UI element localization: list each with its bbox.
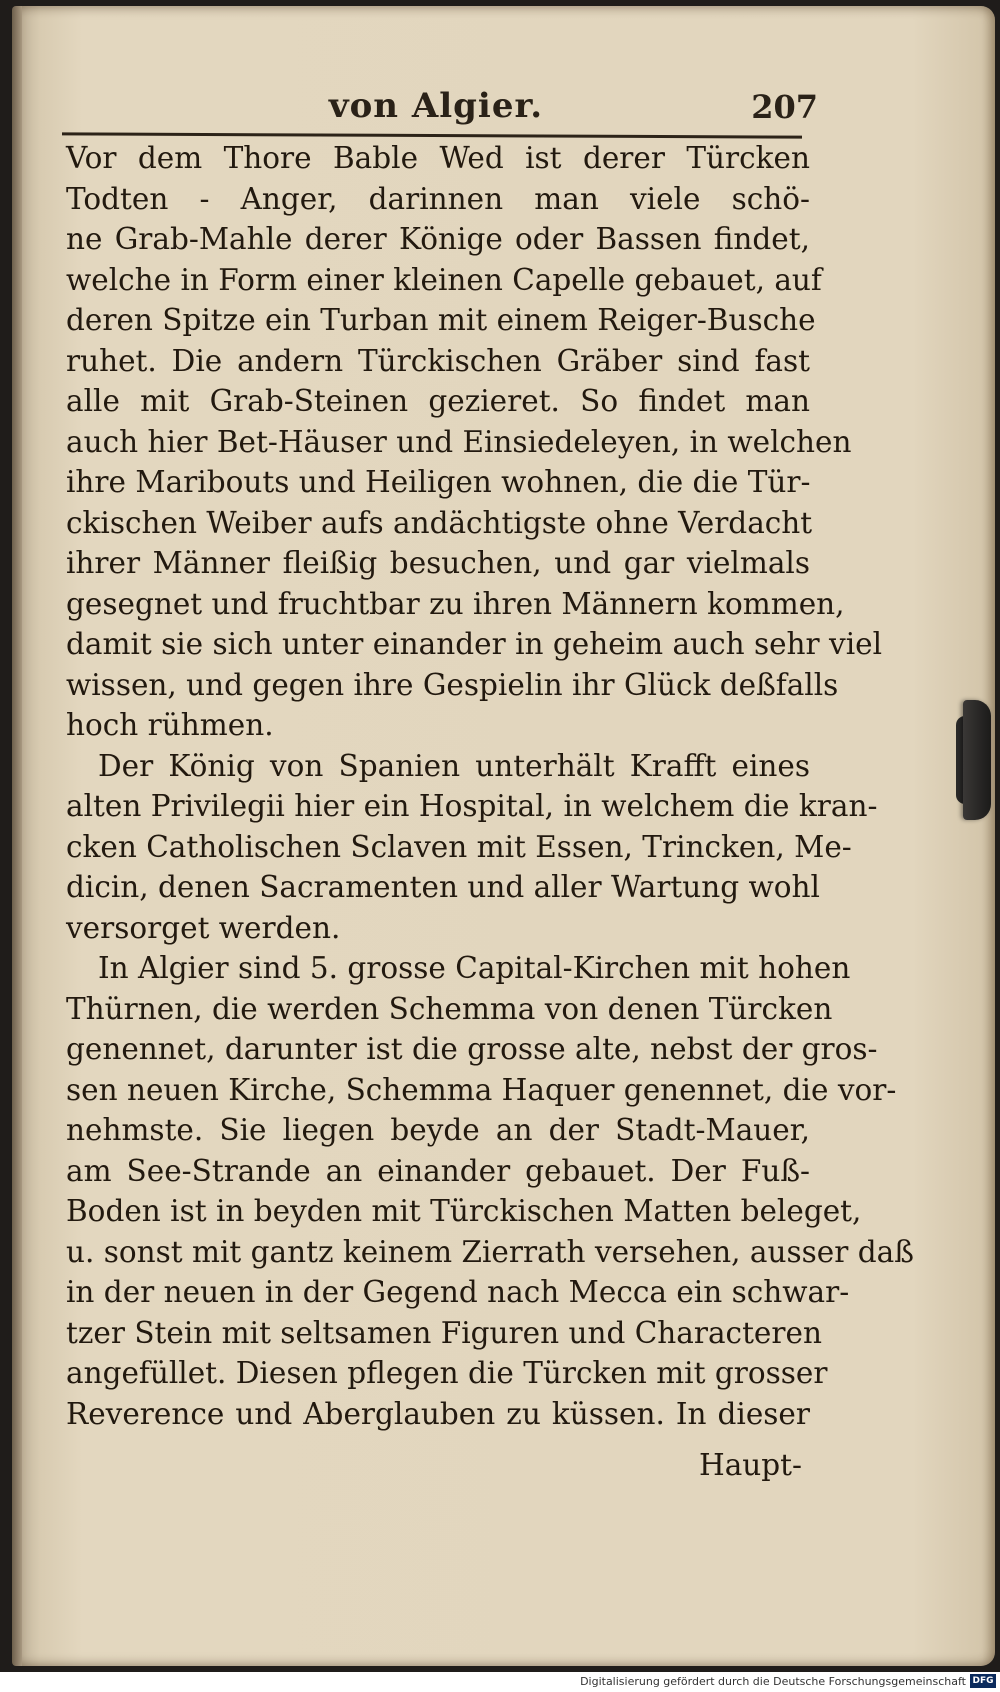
running-head: von Algier.	[328, 86, 544, 126]
text-line: alten Privilegii hier ein Hospital, in welchem die kran-	[66, 789, 878, 823]
catchword: Haupt-	[698, 1448, 802, 1482]
text-line: Der König von Spanien unterhält Krafft eines	[98, 748, 810, 783]
text-line: hoch rühmen.	[66, 708, 274, 742]
text-line: deren Spitze ein Turban mit einem Reiger-Busche	[66, 303, 816, 337]
page-gutter	[12, 6, 22, 1666]
text-line: in der neuen in der Gegend nach Mecca ein schwar-	[66, 1275, 850, 1309]
text-line: sen neuen Kirche, Schemma Haquer genennet, die vor-	[66, 1072, 897, 1107]
text-line: alle mit Grab-Steinen gezieret. So findet man	[66, 384, 810, 418]
text-line: cken Catholischen Sclaven mit Essen, Trincken, Me-	[66, 829, 852, 864]
text-line: Thürnen, die werden Schemma von denen Türcken	[66, 991, 833, 1026]
text-line: damit sie sich unter einander in geheim auch sehr viel	[66, 627, 883, 661]
dfg-logo: DFG	[970, 1674, 996, 1688]
page-number: 207	[751, 88, 818, 126]
text-line: In Algier sind 5. grosse Capital-Kirchen mit hohen	[98, 951, 851, 985]
digitization-footer	[0, 1672, 1000, 1692]
text-line: ckischen Weiber aufs andächtigste ohne Verdacht	[66, 505, 813, 540]
body-text	[66, 138, 914, 1434]
text-line: tzer Stein mit seltsamen Figuren und Characteren	[66, 1315, 822, 1350]
footer-credit: Digitalisierung gefördert durch die Deutsche Forschungsgemeinschaft	[580, 1675, 966, 1688]
text-line: u. sonst mit gantz keinem Zierrath versehen, ausser daß	[66, 1234, 914, 1269]
text-line: ne Grab-Mahle derer Könige oder Bassen findet,	[66, 222, 810, 256]
text-line: dicin, denen Sacramenten und aller Wartung wohl	[66, 870, 820, 904]
text-line: welche in Form einer kleinen Capelle gebauet, auf	[66, 262, 822, 297]
text-line: ruhet. Die andern Türckischen Gräber sind fast	[66, 343, 810, 378]
text-line: Todten - Anger, darinnen man viele schö-	[66, 181, 810, 216]
text-line: am See-Strande an einander gebauet. Der Fuß-	[66, 1153, 810, 1188]
text-line: auch hier Bet-Häuser und Einsiedeleyen, in welchen	[66, 424, 852, 459]
text-line: genennet, darunter ist die grosse alte, nebst der gros-	[66, 1032, 878, 1066]
text-line: nehmste. Sie liegen beyde an der Stadt-Mauer,	[66, 1113, 810, 1147]
text-line: ihre Maribouts und Heiligen wohnen, die die Tür-	[66, 465, 811, 499]
page-clip	[963, 700, 991, 820]
text-line: Boden ist in beyden mit Türckischen Matten beleget,	[66, 1194, 862, 1228]
text-line: versorget werden.	[66, 910, 341, 945]
text-line: gesegnet und fruchtbar zu ihren Männern kommen,	[66, 586, 845, 621]
page-header	[60, 82, 818, 132]
text-line: wissen, und gegen ihre Gespielin ihr Glück deßfalls	[66, 667, 839, 702]
text-line: Reverence und Aberglauben zu küssen. In dieser	[66, 1396, 810, 1431]
text-line: ihrer Männer fleißig besuchen, und gar vielmals	[66, 546, 810, 580]
text-line: angefüllet. Diesen pflegen die Türcken mit grosser	[66, 1356, 828, 1390]
text-line: Vor dem Thore Bable Wed ist derer Türcken	[66, 141, 810, 175]
